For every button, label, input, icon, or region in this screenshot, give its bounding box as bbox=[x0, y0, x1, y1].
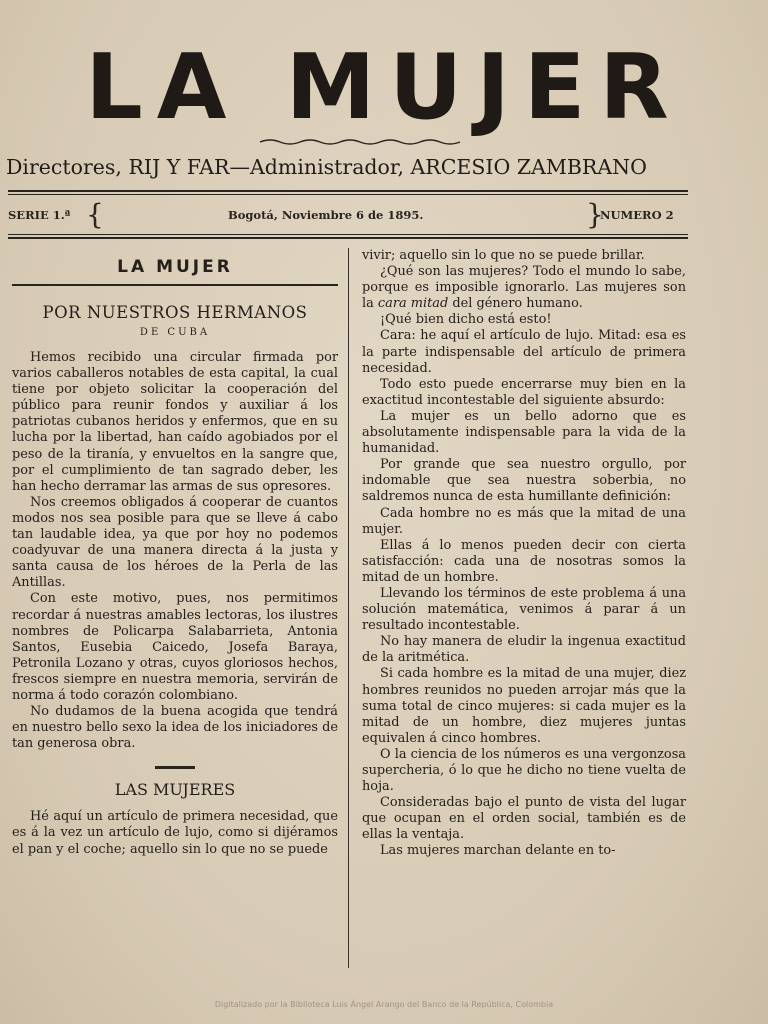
article-headline-mujeres: LAS MUJERES bbox=[114, 780, 236, 800]
masthead-flourish bbox=[258, 137, 463, 147]
left-column bbox=[12, 248, 338, 858]
top-rule-thin bbox=[8, 194, 688, 195]
article-paragraph: Si cada hombre es la mitad de una mujer, diez hombres reunidos no pueden arrojar más que la suma total de cinco mujeres: si cada mujer es la mitad de un hombre, diez mujeres juntas equivalen á cinco hombres. bbox=[362, 666, 686, 746]
issue-date: Bogotá, Noviembre 6 de 1895. bbox=[228, 208, 424, 222]
article-paragraph: Consideradas bajo el punto de vista del lugar que ocupan en el orden social, también es de ellas la ventaja. bbox=[362, 795, 686, 843]
bottom-rule-thin bbox=[8, 234, 688, 235]
issue-bar bbox=[8, 200, 688, 232]
article-paragraph: vivir; aquello sin lo que no se puede brillar. bbox=[362, 248, 645, 263]
right-column bbox=[362, 248, 686, 860]
article-paragraph: Las mujeres marchan delante en to- bbox=[380, 843, 616, 859]
column-divider bbox=[348, 248, 349, 968]
bottom-rule-thick bbox=[8, 237, 688, 239]
article-paragraph: O la ciencia de los números es una vergonzosa supercheria, ó lo que he dicho no tiene vuelta de hoja. bbox=[362, 746, 686, 795]
article-paragraph: Ellas á lo menos pueden decir con cierta satisfacción: cada una de nosotras somos la mitad de un hombre. bbox=[362, 537, 686, 585]
article-paragraph: Por grande que sea nuestro orgullo, por indomable que sea nuestra soberbia, no saldremos nunca de esta humillante definición: bbox=[362, 457, 686, 505]
right-brace-ornament: } bbox=[586, 198, 604, 231]
article-paragraph: Nos creemos obligados á cooperar de cuantos modos nos sea posible para que se lleve á cabo tan laudable idea, ya que por hoy no podemos coadyuvar de una manera directa á la justa y santa causa de los héroes de la Perla de las Antillas. bbox=[12, 494, 338, 591]
top-rule-thick bbox=[8, 190, 688, 192]
serie-label: SERIE 1.ª bbox=[8, 208, 71, 222]
section-title-rule bbox=[12, 284, 338, 286]
article-paragraph: Con este motivo, pues, nos permitimos recordar á nuestras amables lectoras, los ilustres nombres de Policarpa Salabarrieta, Antonia Santos, Eusebia Caicedo, Josefa Baraya, Petronila Lozano y otras, cuyos gloriosos hechos, frescos siempre en nuestra memoria, servirán de norma á todo corazón colombiano. bbox=[12, 591, 338, 703]
left-brace-ornament: { bbox=[86, 198, 104, 231]
directors-line: Directores, RIJ Y FAR—Administrador, ARCESIO ZAMBRANO bbox=[6, 155, 647, 179]
article-paragraph bbox=[362, 264, 686, 312]
digitization-credit: Digitalizado por la Biblioteca Luis Ángel Arango del Banco de la República, Colombia bbox=[214, 1000, 554, 1009]
article-paragraph: ¡Qué bien dicho está esto! bbox=[380, 312, 552, 328]
article-paragraph: No hay manera de eludir la ingenua exactitud de la aritmética. bbox=[362, 634, 686, 666]
article-paragraph: Cara: he aquí el artículo de lujo. Mitad: esa es la parte indispensable del artículo de primera necesidad. bbox=[362, 328, 686, 376]
article-paragraph: Cada hombre no es más que la mitad de una mujer. bbox=[362, 505, 686, 537]
paragraph-text: del género humano. bbox=[452, 296, 583, 312]
article-headline-hermanos: POR NUESTROS HERMANOS bbox=[42, 303, 308, 322]
article-paragraph: Llevando los términos de este problema á una solución matemática, venimos á parar á un resultado incontestable. bbox=[362, 585, 686, 634]
masthead-title: LA MUJER bbox=[85, 35, 683, 140]
article-subheadline: DE CUBA bbox=[139, 327, 211, 338]
emphasis-text: cara mitad bbox=[377, 296, 449, 312]
article-paragraph: No dudamos de la buena acogida que tendrá en nuestro bello sexo la idea de los iniciadores de tan generosa obra. bbox=[12, 704, 338, 752]
article-paragraph: Hemos recibido una circular firmada por varios caballeros notables de esta capital, la cual tiene por objeto solicitar la cooperación del público para reunir fondos y auxiliar á los patriotas cubanos heridos y enfermos, que en su lucha por la libertad, han caído agobiados por el peso de la tiranía, y envueltos en la sangre que, por el cumplimiento de tan sagrado deber, les han hecho derramar las armas de sus opresores. bbox=[12, 350, 338, 494]
article-paragraph: La mujer es un bello adorno que es absolutamente indispensable para la vida de la humanidad. bbox=[362, 408, 686, 457]
article-paragraph: Todo esto puede encerrarse muy bien en la exactitud incontestable del siguiente absurdo: bbox=[362, 376, 686, 408]
paragraph-text: ¿Qué son las mujeres? Todo el mundo lo sabe, porque es imposible ignorarlo. Las mujeres son la bbox=[362, 264, 686, 312]
article-separator bbox=[155, 766, 195, 769]
issue-number: NUMERO 2 bbox=[600, 208, 674, 222]
article-paragraph: Hé aquí un artículo de primera necesidad, que es á la vez un artículo de lujo, como si dijéramos el pan y el coche; aquello sin lo que no se puede bbox=[12, 809, 338, 857]
section-title: LA MUJER bbox=[117, 257, 233, 277]
